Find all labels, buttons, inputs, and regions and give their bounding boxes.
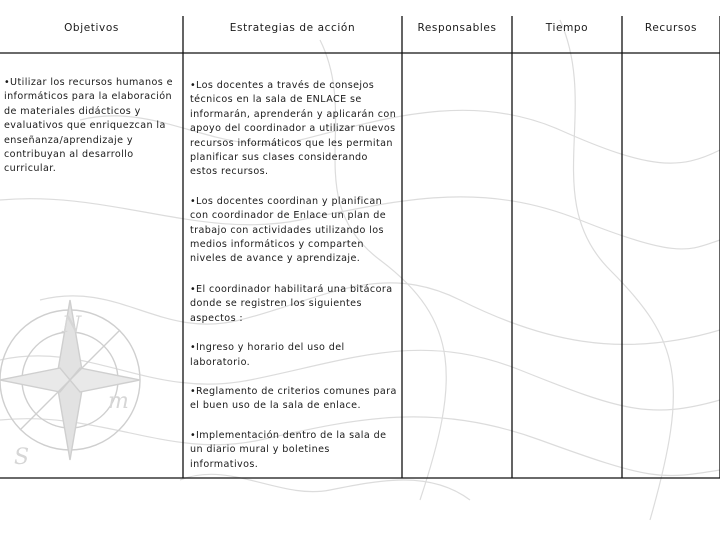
estrategia-item: •El coordinador habilitará una bitácora donde se registren los siguientes aspectos : — [190, 283, 393, 324]
tiempo-cell — [513, 54, 621, 477]
svg-text:N: N — [62, 313, 82, 338]
svg-text:S: S — [14, 445, 30, 470]
estrategia-item: •Los docentes a través de consejos técnicos en la sala de ENLACE se informarán, aprenderán y aplicarán con apoyo del coordinador a utilizar nuevos recursos informáticos que les permitan planificar sus clases considerando estos recursos. — [190, 80, 397, 178]
responsables-cell — [403, 54, 511, 477]
estrategia-item: •Los docentes coordinan y planifican con coordinador de Enlace un plan de trabajo con actividades utilizando los medios informáticos y comparten niveles de avance y aprendizaje. — [190, 195, 387, 265]
recursos-cell — [623, 54, 719, 477]
header-tiempo: Tiempo — [545, 22, 589, 34]
header-estrategias: Estrategias de acción — [229, 22, 356, 34]
estrategias-cell — [190, 79, 398, 472]
objetivo-cell — [4, 76, 180, 177]
estrategia-item: •Implementación dentro de la sala de un diario mural y boletines informativos. — [190, 429, 387, 470]
header-responsables: Responsables — [417, 22, 497, 34]
header-objetivos: Objetivos — [64, 22, 119, 34]
objetivo-text: •Utilizar los recursos humanos e informáticos para la elaboración de materiales didácticos y evaluativos que enriquezcan la enseñanza/aprendizaje y contribuyan al desarrollo curricular. — [4, 77, 173, 175]
header-recursos: Recursos — [644, 22, 698, 34]
estrategia-item: •Reglamento de criterios comunes para el buen uso de la sala de enlace. — [190, 385, 397, 412]
estrategia-item: •Ingreso y horario del uso del laboratorio. — [190, 342, 345, 368]
svg-text:m: m — [108, 389, 129, 414]
